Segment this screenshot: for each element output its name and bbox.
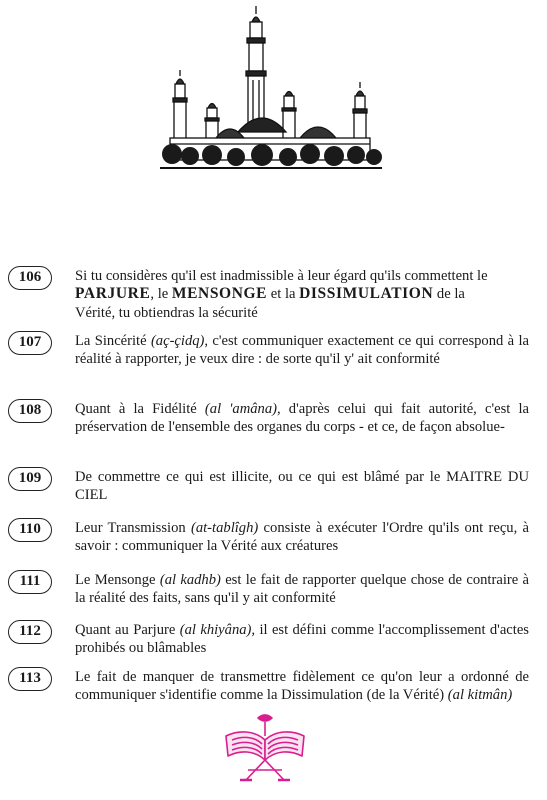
entry-text: Leur Transmission (at-tablîgh) consiste à exécuter l'Ordre qu'ils ont reçu, à savoir : communiquer la Vérité aux créatures (75, 520, 529, 555)
entry-number-badge: 107 (8, 331, 52, 355)
mosque-illustration (150, 4, 390, 182)
entry-number-badge: 111 (8, 570, 52, 594)
entry-text: Le fait de manquer de transmettre fidèlement ce qu'on leur a ordonné de communiquer s'identifie comme la Dissimulation (de la Vérité) (al kitmân) (75, 669, 529, 704)
entry-number-badge: 110 (8, 518, 52, 542)
entry-number-badge: 113 (8, 667, 52, 691)
entry-text: Si tu considères qu'il est inadmissible à leur égard qu'ils commettent le PARJURE, le MENSONGE et la DISSIMULATION de la Vérité, tu obtiendras la sécurité (75, 268, 488, 321)
entry-text: Le Mensonge (al kadhb) est le fait de rapporter quelque chose de contraire à la réalité des faits, sans qu'il y ait conformité (75, 572, 529, 607)
open-quran-on-stand-icon (218, 710, 312, 786)
entry-number-badge: 112 (8, 620, 52, 644)
entry-text: De commettre ce qui est illicite, ou ce qui est blâmé par le MAITRE DU CIEL (75, 469, 529, 504)
entry-number-badge: 109 (8, 467, 52, 491)
entry-text: Quant à la Fidélité (al 'amâna), d'après celui qui fait autorité, c'est la préservation de l'ensemble des organes du corps - et ce, de façon absolue- (75, 401, 529, 436)
entry-text: Quant au Parjure (al khiyâna), il est défini comme l'accomplissement d'actes prohibés ou blâmables (75, 622, 529, 657)
entry-number-badge: 106 (8, 266, 52, 290)
entry-number-badge: 108 (8, 399, 52, 423)
entry-text: La Sincérité (aç-çidq), c'est communiquer exactement ce qui correspond à la réalité à rapporter, je veux dire : de sorte qu'il y' ait conformité (75, 333, 529, 368)
